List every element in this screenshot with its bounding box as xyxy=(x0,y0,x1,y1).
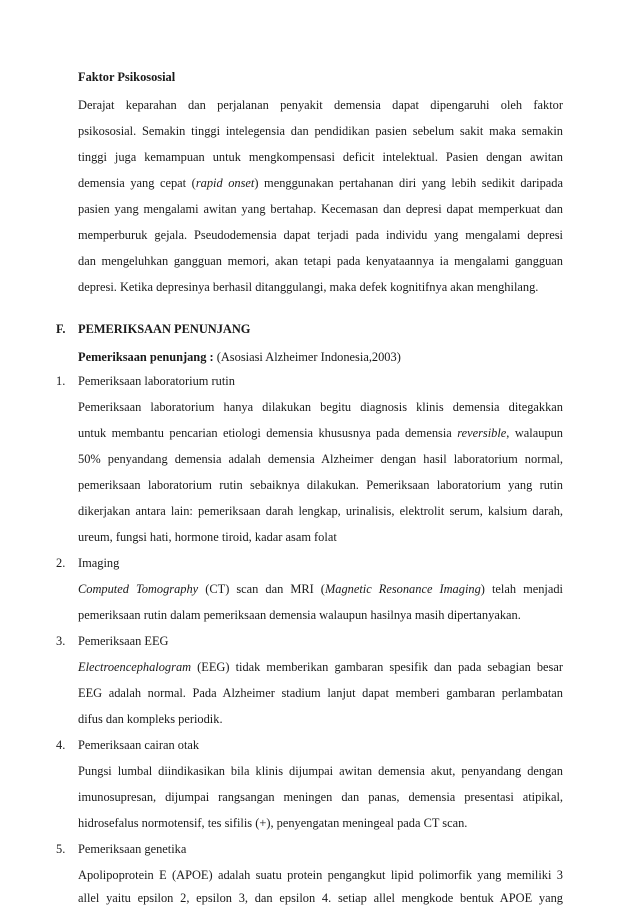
list-item-label: Pemeriksaan genetika xyxy=(78,842,187,856)
paragraph-line: untuk membantu pencarian etiologi demensia khususnya pada demensia reversible, walaupun xyxy=(78,426,563,440)
list-item-label: Pemeriksaan laboratorium rutin xyxy=(78,374,235,388)
paragraph-line: Computed Tomography (CT) scan dan MRI (Magnetic Resonance Imaging) telah menjadi xyxy=(78,582,564,596)
paragraph-line: pemeriksaan rutin dalam pemeriksaan demensia walaupun hasilnya masih dipertanyakan. xyxy=(78,608,521,622)
paragraph-line: 50% penyandang demensia adalah demensia Alzheimer dengan hasil laboratorium normal, xyxy=(78,452,563,466)
paragraph-line: ureum, fungsi hati, hormone tiroid, kadar asam folat xyxy=(78,530,337,544)
list-number: 4. xyxy=(56,738,66,752)
paragraph-line: Apolipoprotein E (APOE) adalah suatu protein pengangkut lipid polimorfik yang memiliki 3 xyxy=(78,868,563,882)
paragraph-line: pasien yang mengalami awitan yang bertahap. Kecemasan dan depresi dapat memperkuat dan xyxy=(78,202,563,216)
paragraph-line: demensia yang cepat (rapid onset) menggunakan pertahanan diri yang lebih sedikit daripada xyxy=(78,176,563,190)
list-number: 2. xyxy=(56,556,66,570)
list-item-label: Pemeriksaan EEG xyxy=(78,634,169,648)
paragraph-line: dan mengeluhkan gangguan memori, akan tetapi pada kenyataannya ia mengalami gangguan xyxy=(78,254,563,268)
paragraph-line: imunosupresan, dijumpai rangsangan meningen dan panas, demensia presentasi atipikal, xyxy=(78,790,563,804)
list-number: 5. xyxy=(56,842,66,856)
section-letter: F. xyxy=(56,322,66,336)
paragraph-line: dikerjakan antara lain: pemeriksaan darah lengkap, urinalisis, elektrolit serum, kalsium darah, xyxy=(78,504,563,518)
paragraph-line: hidrosefalus normotensif, tes sifilis (+), penyengatan meningeal pada CT scan. xyxy=(78,816,468,830)
paragraph-line: Pungsi lumbal diindikasikan bila klinis dijumpai awitan demensia akut, penyandang dengan xyxy=(78,764,563,778)
list-number: 3. xyxy=(56,634,66,648)
list-number: 1. xyxy=(56,374,66,388)
paragraph-line: tinggi juga kemampuan untuk mengkompensasi deficit intelektual. Pasien dengan awitan xyxy=(78,150,563,164)
list-item-label: Pemeriksaan cairan otak xyxy=(78,738,200,752)
section-title: PEMERIKSAAN PENUNJANG xyxy=(78,322,251,336)
paragraph-line: Pemeriksaan laboratorium hanya dilakukan begitu diagnosis klinis demensia ditegakkan xyxy=(78,400,563,414)
section-subtitle: Pemeriksaan penunjang : (Asosiasi Alzheimer Indonesia,2003) xyxy=(78,350,401,364)
paragraph-line: difus dan kompleks periodik. xyxy=(78,712,223,726)
paragraph-line: Derajat keparahan dan perjalanan penyakit demensia dapat dipengaruhi oleh faktor xyxy=(78,98,563,112)
list-item-label: Imaging xyxy=(78,556,120,570)
paragraph-line: EEG adalah normal. Pada Alzheimer stadium lanjut dapat memberi gambaran perlambatan xyxy=(78,686,563,700)
paragraph-line: allel yaitu epsilon 2, epsilon 3, dan epsilon 4. setiap allel mengkode bentuk APOE yang xyxy=(78,891,563,905)
subheading-faktor-psikososial: Faktor Psikososial xyxy=(78,70,176,84)
paragraph-line: psikososial. Semakin tinggi intelegensia dan pendidikan pasien sebelum sakit maka semakin xyxy=(78,124,563,138)
paragraph-line: depresi. Ketika depresinya berhasil ditanggulangi, maka defek kognitifnya akan menghilang. xyxy=(78,280,539,294)
paragraph-line: pemeriksaan laboratorium rutin sebaiknya dilakukan. Pemeriksaan laboratorium yang rutin xyxy=(78,478,563,492)
paragraph-line: memperburuk gejala. Pseudodemensia dapat terjadi pada individu yang mengalami depresi xyxy=(78,228,563,242)
paragraph-line: Electroencephalogram (EEG) tidak memberikan gambaran spesifik dan pada sebagian besar xyxy=(78,660,563,674)
